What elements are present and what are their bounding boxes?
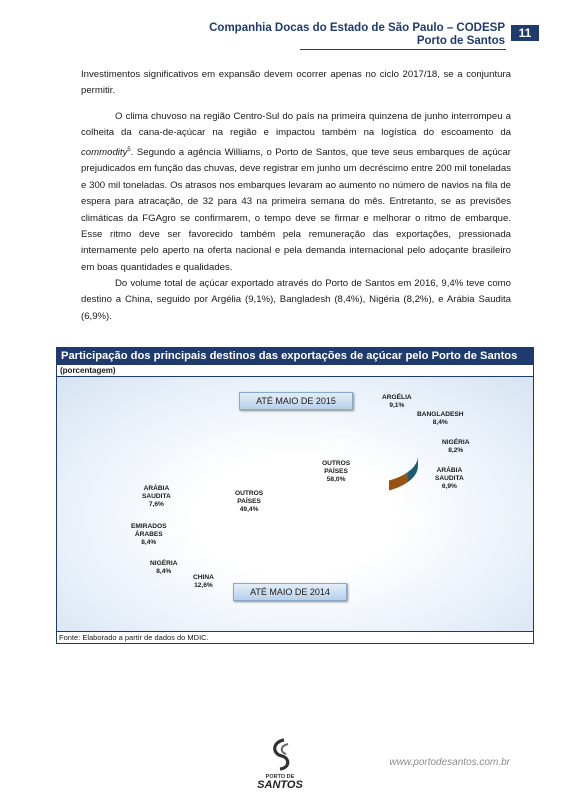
label-value: 6,9% bbox=[441, 483, 457, 490]
label-value: 8,4% bbox=[141, 539, 157, 546]
year-box-2015: ATÉ MAIO DE 2015 bbox=[239, 392, 353, 410]
label-2014-arabia bbox=[142, 485, 171, 509]
label-value: 8,4% bbox=[432, 419, 448, 426]
label-2014-nigeria bbox=[150, 560, 177, 576]
logo-icon bbox=[250, 738, 310, 790]
paragraph-2-end: . Segundo a agência Williams, o Porto de Santos, que teve seus embarques de açúcar prejudicados em função das chuvas, deve registrar em junho um decréscimo entre 200 mil toneladas e 300 mil toneladas. Os atrasos nos embarques levaram ao aumento no número de navios na fila de espera para atracação, de 32 para 43 na primeira semana do mês. Entretanto, se as previsões climáticas da FGAgro se confirmarem, o tempo deve se firmar e melhorar o ritmo de embarque. Esse ritmo deve ser favorecido também pela remuneração das exportações, pressionada internamente pelo aperto na oferta nacional e pela demanda internacional pelo adoçante brasileiro em boas quantidades e qualidades. bbox=[81, 147, 511, 273]
header-rule bbox=[300, 49, 506, 50]
label-text: ÁRABES bbox=[134, 531, 163, 538]
header-port: Porto de Santos bbox=[416, 35, 505, 47]
label-text: SAUDITA bbox=[435, 475, 464, 482]
paragraph-2-start: O clima chuvoso na região Centro-Sul do país na primeira quinzena de junho interrompeu a colheita da cana-de-açúcar na região e impactou também na logística do escoamento da bbox=[81, 111, 511, 139]
label-text: PAÍSES bbox=[324, 468, 348, 475]
footnote-marker: 5 bbox=[127, 146, 131, 153]
label-text: SAUDITA bbox=[142, 493, 171, 500]
paragraph-3: Do volume total de açúcar exportado através do Porto de Santos em 2016, 9,4% teve como destino a China, seguido por Argélia (9,1%), Bangladesh (8,4%), Nigéria (8,2%), e Arábia Saudita (6,9%). bbox=[81, 278, 511, 322]
label-2014-outros bbox=[235, 490, 263, 514]
figure-title: Participação dos principais destinos das exportações de açúcar pelo Porto de Santos bbox=[57, 348, 533, 365]
label-text: OUTROS bbox=[322, 460, 351, 467]
label-2015-arabia bbox=[435, 467, 464, 491]
label-2015-nigeria bbox=[442, 439, 469, 455]
label-2014-china bbox=[193, 574, 214, 590]
label-text: BANGLADESH bbox=[254, 524, 301, 531]
footer-url: www.portodesantos.com.br bbox=[389, 757, 510, 768]
logo-text-top: PORTO DE bbox=[265, 774, 295, 780]
label-value: 7,6% bbox=[148, 501, 164, 508]
figure-source: Fonte: Elaborado a partir de dados do MDIC. bbox=[57, 631, 533, 643]
label-text: NIGÉRIA bbox=[150, 560, 178, 567]
pie-2015-side-nigeria bbox=[407, 459, 418, 482]
label-2015-bangladesh bbox=[417, 411, 464, 427]
label-text: CHINA bbox=[193, 574, 214, 581]
label-text: CHINA bbox=[333, 429, 354, 436]
label-value: 8,2% bbox=[448, 447, 464, 454]
label-value: 12,6% bbox=[194, 582, 213, 589]
label-2014-bangladesh bbox=[254, 524, 301, 540]
figure-subtitle: (porcentagem) bbox=[57, 365, 533, 377]
logo-text-main: SANTOS bbox=[257, 779, 303, 790]
label-text: ARÁBIA bbox=[143, 485, 170, 492]
label-text: OUTROS bbox=[235, 490, 264, 497]
label-text: NIGÉRIA bbox=[442, 439, 470, 446]
label-value: 58,0% bbox=[326, 476, 346, 483]
figure bbox=[56, 347, 534, 644]
label-value: 9,1% bbox=[389, 402, 405, 409]
label-2015-outros bbox=[322, 460, 350, 484]
chart-area bbox=[57, 377, 533, 631]
label-text: PAÍSES bbox=[237, 498, 261, 505]
paragraph-1: Investimentos significativos em expansão devem ocorrer apenas no ciclo 2017/18, se a conjuntura permitir. bbox=[81, 69, 511, 97]
label-text: ARGÉLIA bbox=[382, 394, 412, 401]
porto-de-santos-logo bbox=[250, 738, 310, 790]
year-box-2014: ATÉ MAIO DE 2014 bbox=[233, 583, 347, 601]
paragraph-2 bbox=[81, 109, 511, 276]
label-value: 8,4% bbox=[156, 568, 172, 575]
label-value: 49,4% bbox=[239, 506, 259, 513]
label-2014-emirados bbox=[131, 523, 167, 547]
pie-2015-side-arabia-saudita bbox=[389, 473, 407, 491]
page-number: 11 bbox=[511, 25, 539, 41]
label-2015-china bbox=[333, 429, 354, 445]
label-text: ARÁBIA bbox=[436, 467, 463, 474]
label-text: EMIRADOS bbox=[131, 523, 167, 530]
paragraph-2-emphasis: commodity bbox=[81, 147, 128, 158]
label-text: BANGLADESH bbox=[417, 411, 464, 418]
header-company: Companhia Docas do Estado de São Paulo – CODESP bbox=[209, 22, 505, 34]
label-value: 9,4% bbox=[335, 437, 351, 444]
label-2015-argelia bbox=[382, 394, 412, 410]
label-value: 13,6% bbox=[267, 532, 287, 539]
